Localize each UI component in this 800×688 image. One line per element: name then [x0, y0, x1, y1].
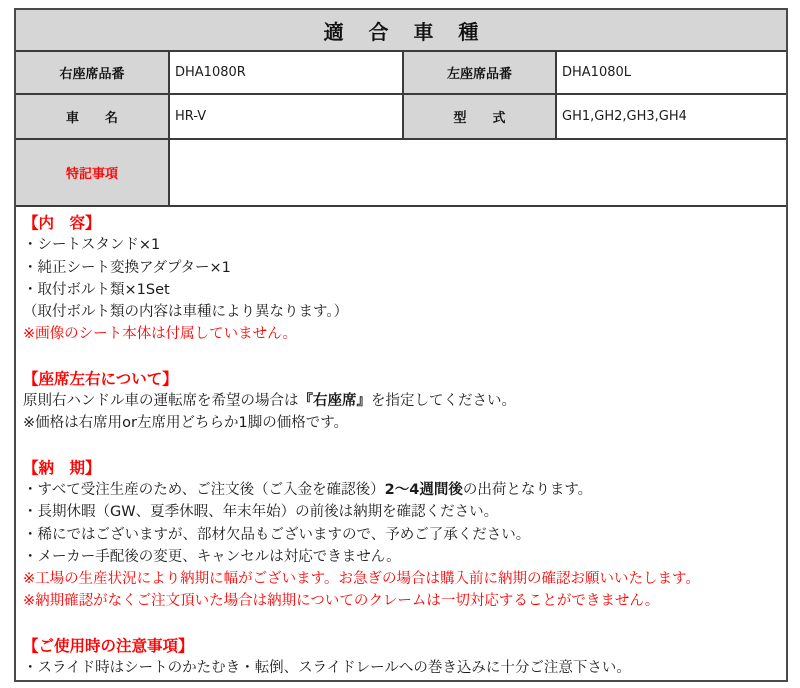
left-seat-part-number-label: 左座席品番 — [404, 52, 557, 93]
content-line: ・長期休暇（GW、夏季休暇、年末年始）の前後は納期を確認ください。 — [23, 504, 499, 521]
content-line: ※価格は右席用or左席用どちらか1脚の価格です。 — [23, 415, 349, 432]
content-line: ・メーカー手配後の変更、キャンセルは対応できません。 — [23, 548, 401, 565]
content-section — [23, 635, 778, 680]
left-seat-part-number-value: DHA1080L — [562, 65, 632, 80]
car-name-value: HR-V — [170, 95, 404, 138]
content-section — [23, 368, 778, 435]
content-section — [23, 457, 778, 613]
content-line: ・取付ボルト類×1Set — [23, 281, 170, 298]
part-number-row — [16, 52, 786, 95]
content-sections — [16, 207, 786, 680]
content-line: ・スライド時はシートのかたむき・転倒、スライドレールへの巻き込みに十分ご注意下さい。 — [23, 660, 631, 677]
section-title: 【座席左右について】 — [23, 369, 178, 388]
car-name-label: 車 名 — [16, 95, 170, 138]
right-seat-part-number-value: DHA1080R — [170, 52, 404, 93]
content-line: ・シートスタンド×1 — [23, 237, 161, 254]
compatible-vehicle-title: 適 合 車 種 — [16, 10, 786, 52]
content-line: 原則右ハンドル車の運転席を希望の場合は『右座席』を指定してください。 — [23, 393, 516, 410]
content-line: ・純正シート変換アダプター×1 — [23, 259, 231, 276]
special-notes-value — [170, 140, 786, 205]
special-notes-row — [16, 140, 786, 207]
content-line: （取付ボルト類の内容は車種により異なります。） — [23, 304, 349, 321]
content-line: ・すべて受注生産のため、ご注文後（ご入金を確認後）2～4週間後の出荷となります。 — [23, 481, 593, 498]
content-section — [23, 212, 778, 346]
section-title: 【ご使用時の注意事項】 — [23, 636, 194, 655]
model-code-value: GH1,GH2,GH3,GH4 — [562, 109, 687, 124]
content-line: ※納期確認がなくご注文頂いた場合は納期についてのクレームは一切対応することができません。 — [23, 593, 660, 610]
right-seat-part-number-label: 右座席品番 — [16, 52, 170, 93]
content-line: ※画像のシート本体は付属していません。 — [23, 326, 298, 343]
spec-sheet — [14, 8, 788, 682]
content-line: ※工場の生産状況により納期に幅がございます。お急ぎの場合は購入前に納期の確認お願いいたします。 — [23, 571, 700, 588]
section-title: 【納 期】 — [23, 458, 101, 477]
special-notes-label: 特記事項 — [16, 140, 170, 205]
model-code-label: 型 式 — [404, 95, 557, 138]
car-model-row — [16, 95, 786, 140]
section-title: 【内 容】 — [23, 214, 101, 232]
content-line: ・稀にではございますが、部材欠品もございますので、予めご了承ください。 — [23, 526, 531, 543]
